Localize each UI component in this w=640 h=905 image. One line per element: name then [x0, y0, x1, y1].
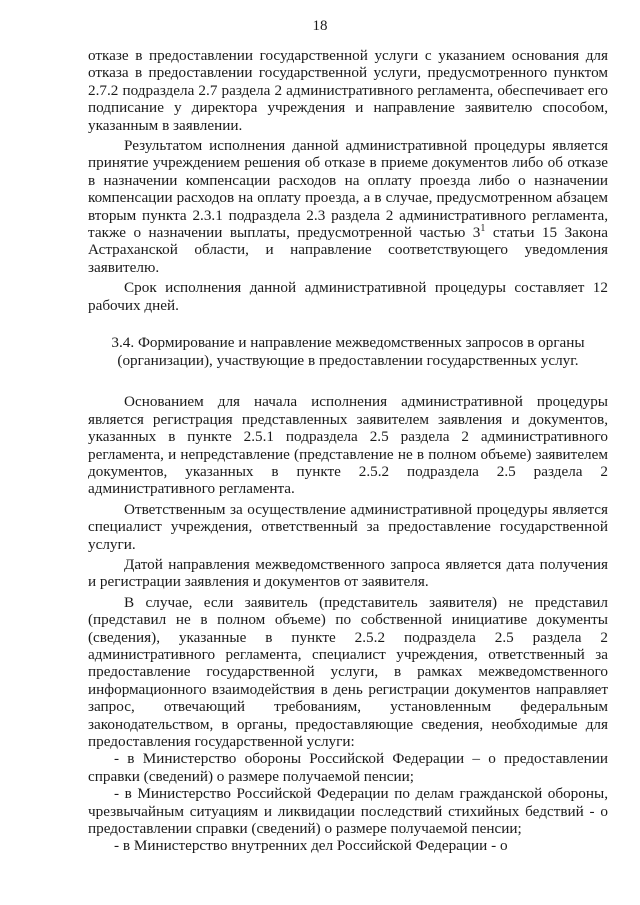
paragraph-responsible-person: Ответственным за осуществление административной процедуры является специалист учреждения, ответственный за предоставление государственной услуги. [88, 500, 608, 553]
page-number: 18 [312, 18, 328, 34]
paragraph-request-date: Датой направления межведомственного запроса является дата получения и регистрации заявления и документов от заявителя. [88, 555, 608, 591]
paragraph-procedure-result-text: Результатом исполнения данной административной процедуры является принятие учреждением решения об отказе в приеме документов либо об отказе в назначении компенсации расходов на оплату проезда либо о назначении компенсации расходов на оплату проезда, а в случае, предусмотренном абзацем вторым пункта 2.3.1 подраздела 2.3 раздела 2 административного регламента, также о назначении выплаты, предусмотренной частью 3 [88, 137, 608, 242]
paragraph-refusal-continuation: отказе в предоставлении государственной услуги с указанием основания для отказа в предоставлении государственной услуги, предусмотренного пунктом 2.7.2 подраздела 2.7 раздела 2 административного регламента, обеспечивает его подписание у директора учреждения и направление заявителю способом, указанным в заявлении. [88, 47, 608, 134]
paragraph-procedure-result-tail: статьи 15 Закона Астраханской области, и направление соответствующего уведомления заявителю. [88, 224, 608, 276]
list-item-emergency-ministry: - в Министерство Российской Федерации по делам гражданской обороны, чрезвычайным ситуациям и ликвидации последствий стихийных бедствий - о предоставлении справки (сведений) о размере получаемой пенсии; [88, 785, 608, 838]
paragraph-procedure-basis: Основанием для начала исполнения административной процедуры является регистрация представленных заявителем заявления и документов, указанных в пункте 2.5.1 подраздела 2.5 раздела 2 административного регламента, и непредставление (представление не в полном объеме) заявителем документов, указанных в пункте 2.5.2 подраздела 2.5 раздела 2 административного регламента. [88, 393, 608, 498]
list-item-interior-ministry: - в Министерство внутренних дел Российской Федерации - о [114, 837, 508, 855]
superscript-part-number: 1 [480, 223, 486, 235]
document-body [88, 47, 608, 855]
section-heading: 3.4. Формирование и направление межведомственных запросов в органы (организации), участвующие в предоставлении государственных услуг. [111, 334, 585, 369]
list-item-defense-ministry: - в Министерство обороны Российской Федерации – о предоставлении справки (сведений) о размере получаемой пенсии; [88, 750, 608, 785]
paragraph-interagency-request: В случае, если заявитель (представитель заявителя) не представил (представил не в полном объеме) по собственной инициативе документы (сведения), указанные в пункте 2.5.2 подраздела 2.5 раздела 2 административного регламента, специалист учреждения, ответственный за предоставление государственной услуги, в рамках межведомственного информационного взаимодействия в день регистрации документов направляет запрос, отвечающий требованиям, установленным федеральным законодательством, в органы, предоставляющие сведения, необходимые для предоставления государственной услуги: [88, 593, 608, 750]
paragraph-procedure-result [88, 137, 608, 276]
paragraph-procedure-term: Срок исполнения данной административной процедуры составляет 12 рабочих дней. [88, 279, 608, 314]
